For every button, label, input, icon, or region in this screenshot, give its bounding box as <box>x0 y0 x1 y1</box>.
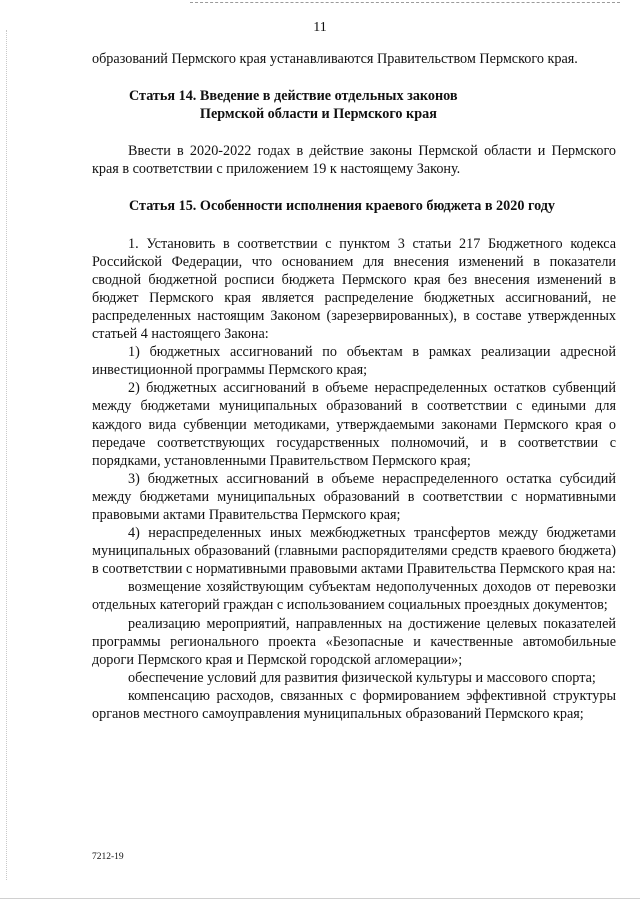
page-number: 11 <box>313 20 327 35</box>
scan-left-edge <box>6 30 7 880</box>
article-14-heading <box>92 87 616 123</box>
subitem-sport: обеспечение условий для развития физической культуры и массового спорта; <box>128 669 596 686</box>
paragraph-continuation: образований Пермского края устанавливаются Правительством Пермского края. <box>92 51 578 67</box>
item-1: 1) бюджетных ассигнований по объектам в рамках реализации адресной инвестиционной программы Пермского края; <box>92 344 616 379</box>
subitem-transport: возмещение хозяйствующим субъектам недополученных доходов от перевозки отдельных категорий граждан с использованием социальных проездных документов; <box>92 579 616 614</box>
document-body <box>92 50 616 723</box>
article-15-title: Особенности исполнения краевого бюджета в 2020 году <box>199 198 556 215</box>
item-2: 2) бюджетных ассигнований в объеме нераспределенных остатков субвенций между бюджетами муниципальных образований в соответствии с едиными для каждого вида субвенции методиками, утверждаемыми законами Пермского края о передаче соответствующих государственных полномочий, и в соответствии с порядками, установленными Правительством Пермского края; <box>92 380 616 469</box>
item-3: 3) бюджетных ассигнований в объеме нераспределенного остатка субсидий между бюджетами муниципальных образований в соответствии с нормативными правовыми актами Правительства Пермского края; <box>92 470 616 523</box>
article-14-text: Ввести в 2020-2022 годах в действие законы Пермской области и Пермского края в соответствии с приложением 19 к настоящему Закону. <box>92 143 616 178</box>
document-code: 7212-19 <box>92 852 124 862</box>
scan-bottom-edge <box>0 898 640 899</box>
article-14-title: Введение в действие отдельных законов Пермской области и Пермского края <box>199 88 458 123</box>
subitem-compensation: компенсацию расходов, связанных с формированием эффективной структуры органов местного самоуправления муниципальных образований Пермского края; <box>92 687 616 722</box>
article-15-heading <box>92 197 616 215</box>
scan-top-edge <box>190 2 620 3</box>
subitem-roads: реализацию мероприятий, направленных на достижение целевых показателей программы регионального проекта «Безопасные и качественные автомобильные дороги Пермского края и Пермской городской агломерации»; <box>92 615 616 668</box>
clause-1: 1. Установить в соответствии с пунктом 3 статьи 217 Бюджетного кодекса Российской Федерации, что основанием для внесения изменений в показатели сводной бюджетной росписи бюджета Пермского края без внесения изменений в бюджет Пермского края является распределение бюджетных ассигнований, не распределенных настоящим Законом (зарезервированных), в составе утвержденных статьей 4 настоящего Закона: <box>92 235 616 343</box>
article-14-label: Статья 14. <box>129 88 197 105</box>
article-15-label: Статья 15. <box>129 198 197 215</box>
item-4: 4) нераспределенных иных межбюджетных трансфертов между бюджетами муниципальных образований (главными распорядителями средств краевого бюджета) в соответствии с нормативными правовыми актами Правительства Пермского края на: <box>92 525 616 578</box>
